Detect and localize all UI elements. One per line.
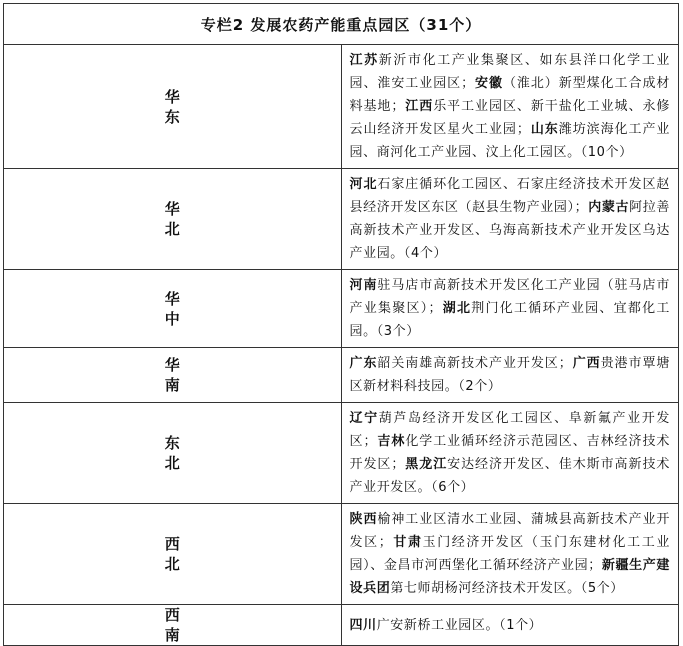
region-row (4, 169, 679, 270)
region-parks (341, 169, 679, 270)
region-name (4, 605, 342, 646)
region-row (4, 45, 679, 169)
region-name (4, 270, 342, 348)
province-name: 安徽 (474, 76, 503, 91)
region-name-char: 西 (164, 535, 180, 553)
province-name: 山东 (530, 122, 559, 137)
title-row (4, 4, 679, 45)
region-name (4, 45, 342, 169)
region-parks (341, 45, 679, 169)
region-name-char: 北 (164, 555, 180, 573)
region-name (4, 169, 342, 270)
park-list-text: 安达经济开发区、佳木斯市高新技术产业开发区。（6个） (349, 457, 670, 495)
region-row (4, 504, 679, 605)
region-row (4, 605, 679, 646)
region-row (4, 403, 679, 504)
region-name-char: 西 (164, 606, 180, 624)
region-name (4, 504, 342, 605)
region-name-char: 北 (164, 220, 180, 238)
park-list-text: 荆门化工循环产业园、宜都化工园。（3个） (349, 301, 671, 339)
park-list-text: 阿拉善高新技术产业开发区、乌海高新技术产业开发区乌达产业园。（4个） (349, 200, 670, 261)
region-name-char: 东 (164, 107, 180, 126)
province-name: 吉林 (377, 434, 406, 449)
province-name: 甘肃 (392, 535, 423, 550)
province-name: 江西 (404, 99, 434, 114)
region-name-char: 北 (164, 454, 180, 472)
region-row (4, 270, 679, 348)
region-name-char: 南 (164, 626, 180, 644)
park-list-text: 广安新桥工业园区。（1个） (376, 617, 543, 633)
region-parks (341, 605, 679, 646)
province-name: 湖北 (442, 301, 472, 316)
province-name: 黑龙江 (404, 457, 448, 472)
park-list-text: 石家庄循环化工园区、石家庄经济技术开发区赵县经济开发区东区（赵县生物产业园）； (349, 177, 670, 215)
region-name-char: 东 (164, 434, 180, 452)
region-name-char: 南 (164, 376, 180, 394)
park-list-text: 潍坊滨海化工产业园、商河化工产业园、汶上化工园区。（10个） (349, 122, 670, 160)
park-list-text: 第七师胡杨河经济技术开发区。（5个） (390, 581, 624, 596)
region-name (4, 403, 342, 504)
park-list-text: 化学工业循环经济示范园区、吉林经济技术开发区； (349, 434, 671, 472)
province-name: 内蒙古 (588, 200, 630, 215)
park-list-text: 玉门经济开发区（玉门东建材化工工业园）、金昌市河西堡化工循环经济产业园； (349, 535, 670, 573)
park-list-text: （淮北）新型煤化工合成材料基地； (349, 76, 670, 114)
province-name: 江苏 (349, 53, 379, 68)
park-list-text: 驻马店市高新技术开发区化工产业园（驻马店市产业集聚区）； (349, 278, 670, 316)
park-list-text: 榆神工业区清水工业园、蒲城县高新技术产业开发区； (349, 512, 670, 550)
park-list-text: 葫芦岛经济开发区化工园区、阜新氟产业开发区； (349, 411, 670, 449)
province-name: 广东 (349, 356, 378, 371)
region-row (4, 348, 679, 403)
park-list-text: 新沂市化工产业集聚区、如东县洋口化学工业园、淮安工业园区； (349, 53, 670, 91)
province-name: 陕西 (349, 512, 378, 527)
region-name-char: 华 (164, 87, 180, 106)
region-name-char: 华 (164, 200, 180, 218)
region-parks (341, 348, 679, 403)
province-name: 新疆生产建设兵团 (349, 558, 670, 596)
panel-title: 专栏2 发展农药产能重点园区（31个） (4, 4, 679, 45)
parks-panel (3, 3, 679, 646)
park-list-text: 贵港市覃塘区新材料科技园。（2个） (349, 356, 670, 394)
region-name-char: 华 (164, 289, 180, 308)
region-name-char: 华 (164, 356, 180, 374)
province-name: 广西 (572, 356, 601, 371)
region-parks (341, 403, 679, 504)
region-parks (341, 504, 679, 605)
province-name: 四川 (349, 617, 377, 633)
region-name (4, 348, 342, 403)
province-name: 辽宁 (349, 411, 379, 426)
park-list-text: 韶关南雄高新技术产业开发区； (377, 356, 573, 371)
region-name-char: 中 (164, 309, 180, 328)
park-list-text: 乐平工业园区、新干盐化工业城、永修云山经济开发区星火工业园； (349, 99, 670, 137)
region-parks (341, 270, 679, 348)
province-name: 河南 (349, 278, 378, 293)
province-name: 河北 (349, 177, 378, 192)
